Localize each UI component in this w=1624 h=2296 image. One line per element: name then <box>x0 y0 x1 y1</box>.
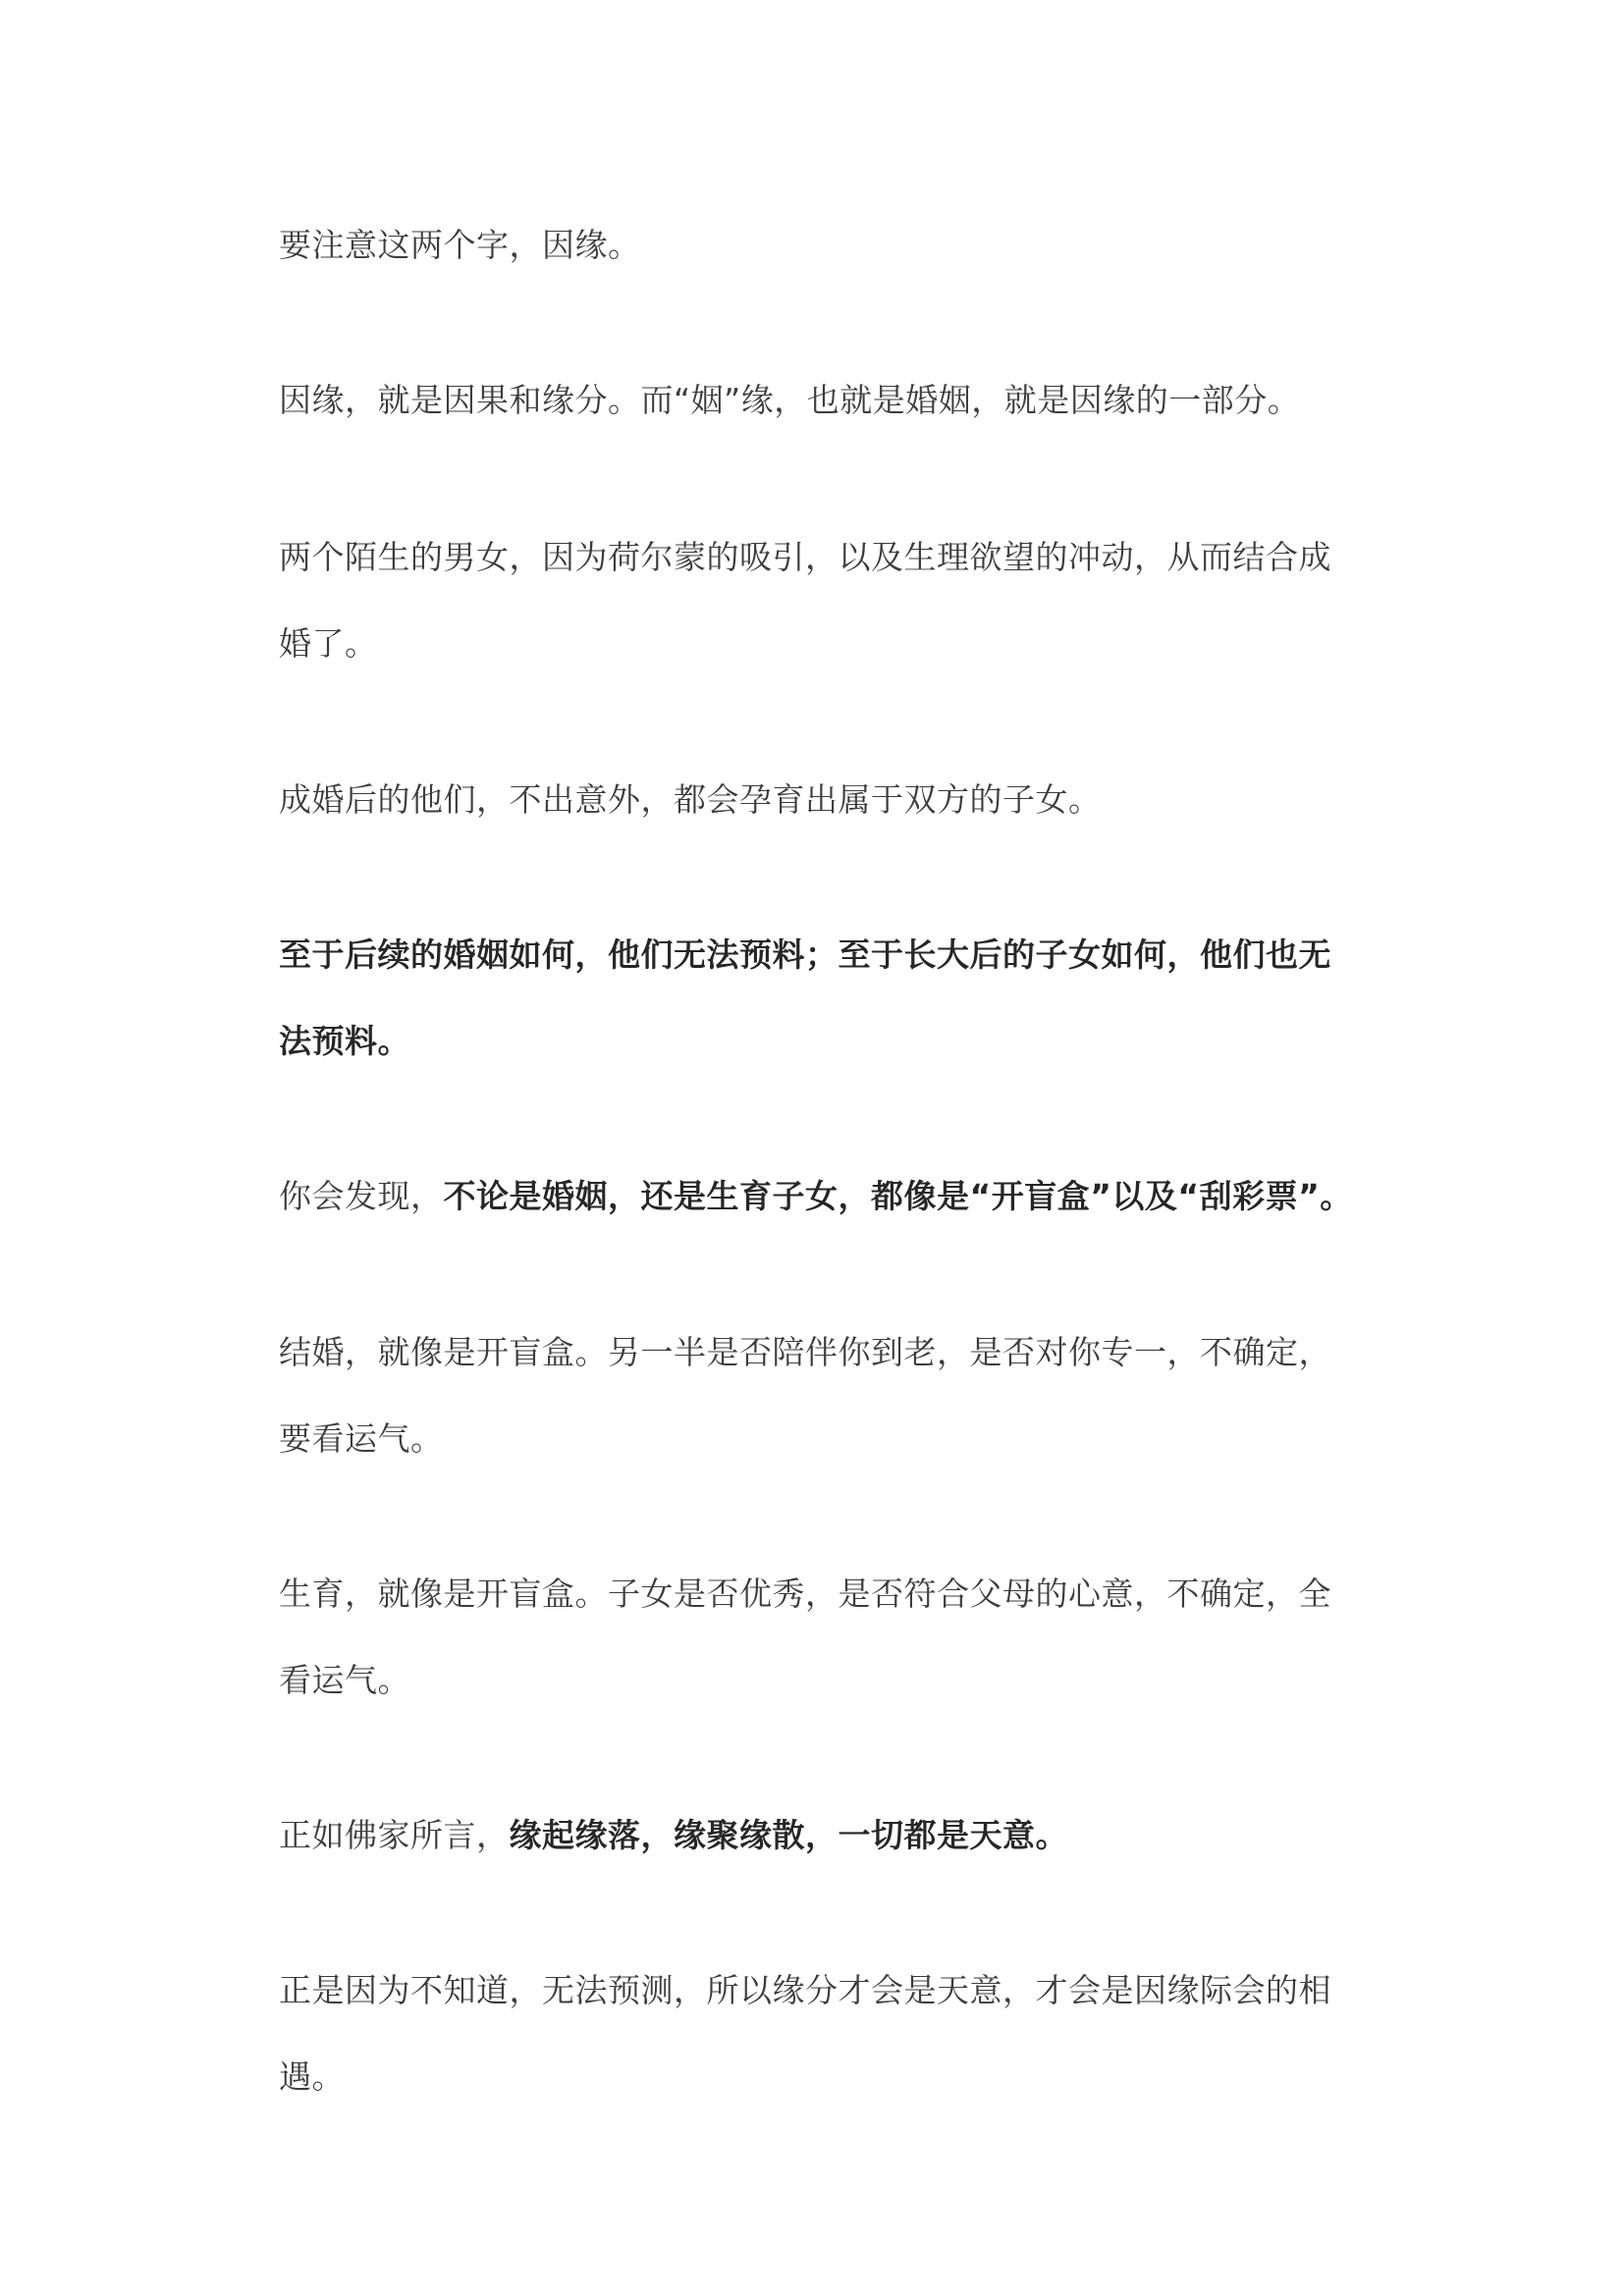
paragraph-4 <box>279 757 1359 843</box>
paragraph-7 <box>279 1309 1359 1482</box>
paragraph-3-text: 两个陌生的男女，因为荷尔蒙的吸引，以及生理欲望的冲动，从而结合成婚了。 <box>279 538 1331 663</box>
paragraph-10 <box>279 1948 1359 2120</box>
paragraph-5-text: 至于后续的婚姻如何，他们无法预料；至于长大后的子女如何，他们也无法预料。 <box>279 935 1331 1060</box>
paragraph-7-text: 结婚，就像是开盲盒。另一半是否陪伴你到老，是否对你专一，不确定，要看运气。 <box>279 1333 1331 1458</box>
paragraph-6-emphasis: 不论是婚姻，还是生育子女，都像是“开盲盒”以及“刮彩票”。 <box>443 1177 1353 1215</box>
paragraph-4-text: 成婚后的他们，不出意外，都会孕育出属于双方的子女。 <box>279 780 1102 819</box>
paragraph-3 <box>279 514 1359 687</box>
paragraph-1-text: 要注意这两个字，因缘。 <box>279 226 641 264</box>
paragraph-2 <box>279 357 1359 444</box>
paragraph-5 <box>279 912 1359 1085</box>
paragraph-1 <box>279 202 1359 289</box>
paragraph-10-text: 正是因为不知道，无法预测，所以缘分才会是天意，才会是因缘际会的相遇。 <box>279 1971 1331 2096</box>
paragraph-8-text: 生育，就像是开盲盒。子女是否优秀，是否符合父母的心意，不确定，全看运气。 <box>279 1575 1331 1699</box>
paragraph-9 <box>279 1792 1359 1879</box>
paragraph-2-text: 因缘，就是因果和缘分。而“姻”缘，也就是婚姻，就是因缘的一部分。 <box>279 381 1301 419</box>
paragraph-6 <box>279 1153 1359 1240</box>
paragraph-9-emphasis: 缘起缘落，缘聚缘散，一切都是天意。 <box>509 1816 1068 1854</box>
paragraph-6-lead: 你会发现， <box>279 1177 444 1215</box>
paragraph-9-lead: 正如佛家所言， <box>279 1816 510 1854</box>
paragraph-8 <box>279 1551 1359 1724</box>
